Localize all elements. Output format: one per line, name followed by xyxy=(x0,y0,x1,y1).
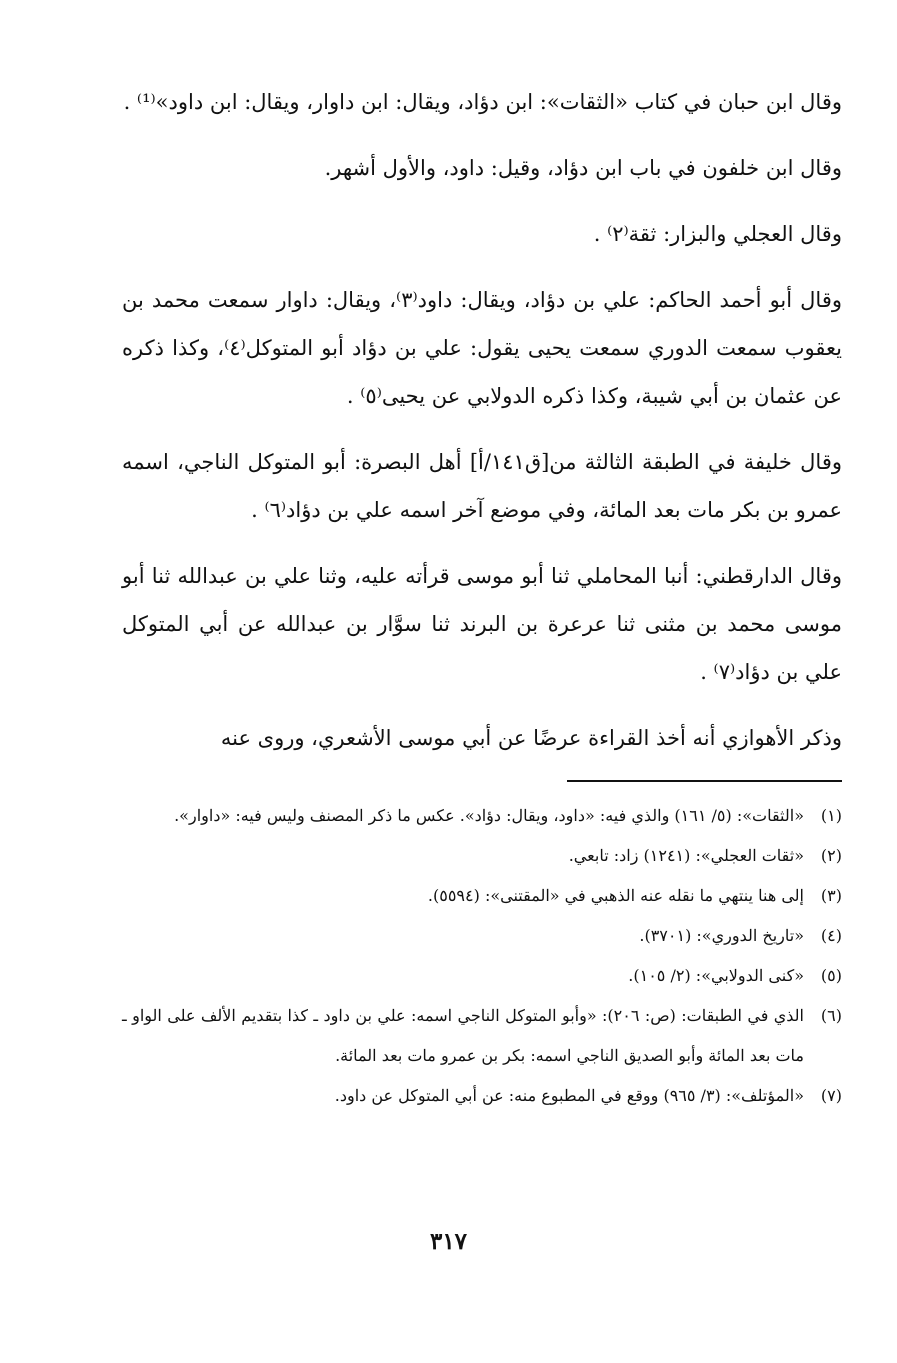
footnote-number: (٢) xyxy=(820,846,842,865)
footnote-text: «تاريخ الدوري»: (٣٧٠١). xyxy=(639,926,804,945)
main-text xyxy=(122,78,842,762)
paragraph-hakim: وقال أبو أحمد الحاكم: علي بن دؤاد، ويقال: داود⁽٣⁾، ويقال: داوار سمعت محمد بن يعقوب سمعت الدوري سمعت يحيى يقول: علي بن دؤاد أبو المتوكل⁽٤⁾، وكذا ذكره عن عثمان بن أبي شيبة، وكذا ذكره الدولابي عن يحيى⁽٥⁾ . xyxy=(122,288,842,408)
footnote-number: (١) xyxy=(820,806,842,825)
footnote xyxy=(122,956,842,996)
paragraph-ijli-bazzar: وقال العجلي والبزار: ثقة⁽٢⁾ . xyxy=(593,222,842,246)
paragraph-ahwazi: وذكر الأهوازي أنه أخذ القراءة عرضًا عن أبي موسى الأشعري، وروى عنه xyxy=(220,726,842,750)
footnote xyxy=(122,1076,842,1116)
footnote xyxy=(122,876,842,916)
footnote-text: الذي في الطبقات: (ص: ٢٠٦): «وأبو المتوكل الناجي اسمه: علي بن داود ـ كذا بتقديم الألف على الواو ـ مات بعد المائة وأبو الصديق الناجي اسمه: بكر بن عمرو مات بعد المائة. xyxy=(122,1006,804,1065)
footnote-text: «ثقات العجلي»: (١٢٤١) زاد: تابعي. xyxy=(568,846,804,865)
footnotes xyxy=(122,796,842,1116)
footnote-text: إلى هنا ينتهي ما نقله عنه الذهبي في «المقتنى»: (٥٥٩٤). xyxy=(427,886,804,905)
footnote xyxy=(122,836,842,876)
footnote-text: «كنى الدولابي»: (٢/ ١٠٥). xyxy=(628,966,804,985)
footnote xyxy=(122,796,842,836)
paragraph-ibn-hibban: وقال ابن حبان في كتاب «الثقات»: ابن دؤاد، ويقال: ابن داوار، ويقال: ابن داود»⁽¹⁾ . xyxy=(123,90,842,114)
page-number: ٣١٧ xyxy=(429,1228,468,1255)
footnote xyxy=(122,996,842,1076)
footnote-text: «المؤتلف»: (٣/ ٩٦٥) ووقع في المطبوع منه: عن أبي المتوكل عن داود. xyxy=(334,1086,804,1105)
paragraph-daraqutni: وقال الدارقطني: أنبا المحاملي ثنا أبو موسى قرأته عليه، وثنا علي بن عبدالله ثنا أبو موسى محمد بن مثنى ثنا عرعرة بن البرند ثنا سوَّار بن عبدالله عن أبي المتوكل علي بن دؤاد⁽٧⁾ . xyxy=(122,564,842,684)
footnote-number: (٥) xyxy=(820,966,842,985)
footnote-text: «الثقات»: (٥/ ١٦١) والذي فيه: «داود، ويقال: دؤاد». عكس ما ذكر المصنف وليس فيه: «داوار». xyxy=(174,806,804,825)
footnote-number: (٧) xyxy=(820,1086,842,1105)
footnote xyxy=(122,916,842,956)
footnote-number: (٦) xyxy=(820,1006,842,1025)
footnote-divider xyxy=(567,780,842,782)
footnote-number: (٣) xyxy=(820,886,842,905)
footnote-number: (٤) xyxy=(820,926,842,945)
book-page xyxy=(122,78,842,1116)
paragraph-khalifa: وقال خليفة في الطبقة الثالثة من[ق١٤١/أ] أهل البصرة: أبو المتوكل الناجي، اسمه عمرو بن بكر مات بعد المائة، وفي موضع آخر اسمه علي بن دؤاد⁽٦⁾ . xyxy=(122,450,842,522)
paragraph-ibn-khalfun: وقال ابن خلفون في باب ابن دؤاد، وقيل: داود، والأول أشهر. xyxy=(324,156,842,180)
